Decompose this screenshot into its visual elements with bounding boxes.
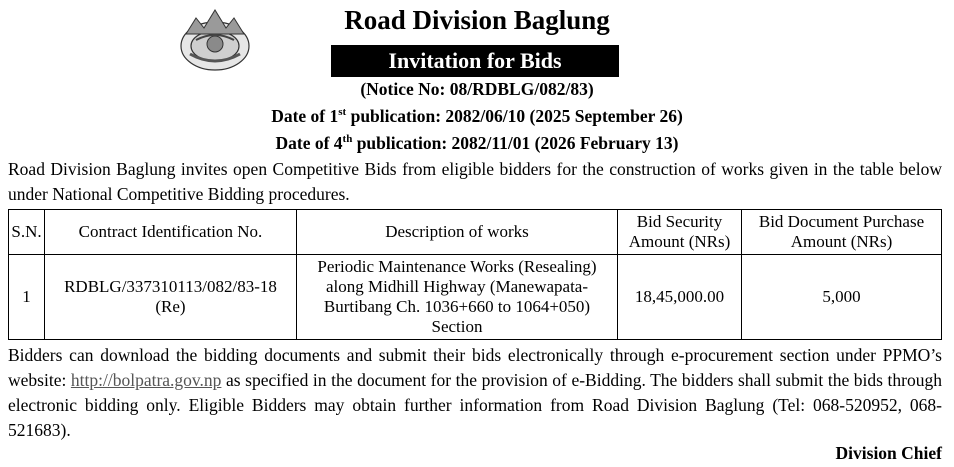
intro-paragraph: Road Division Baglung invites open Competitive Bids from eligible bidders for the construction of works given in the table below under National Competitive Bidding procedures. [8, 159, 942, 204]
notice-number: (Notice No: 08/RDBLG/082/83) [360, 79, 594, 99]
bolpatra-link[interactable]: http://bolpatra.gov.np [70, 370, 222, 390]
cell-description: Periodic Maintenance Works (Resealing) along Midhill Highway (Manewapata-Burtibang Ch. 1036+660 to 1064+050) Section [297, 255, 618, 340]
header-contract-id: Contract Identification No. [45, 210, 297, 255]
header-bid-security: Bid Security Amount (NRs) [618, 210, 742, 255]
cell-sn: 1 [9, 255, 45, 340]
organization-title: Road Division Baglung [344, 5, 610, 35]
signature-title: Division Chief [835, 443, 942, 463]
submission-paragraph: Bidders can download the bidding documents and submit their bids electronically through e-procurement section under PPMO’s website: http://bolpatra.gov.np as specified in the document for the provision of e-Bidding. The bidders shall submit the bids through electronic bidding only. Eligible Bidders may obtain further information from Road Division Baglung (Tel: 068-520952, 068-521683). [8, 345, 942, 440]
header-document-amount: Bid Document Purchase Amount (NRs) [742, 210, 942, 255]
header-description: Description of works [297, 210, 618, 255]
table-row [9, 255, 942, 340]
bids-table [8, 209, 942, 340]
cell-document-amount: 5,000 [742, 255, 942, 340]
cell-bid-security: 18,45,000.00 [618, 255, 742, 340]
invitation-banner: Invitation for Bids [331, 45, 619, 77]
header-sn: S.N. [9, 210, 45, 255]
table-header-row [9, 210, 942, 255]
cell-contract-id: RDBLG/337310113/082/83-18 (Re) [45, 255, 297, 340]
first-publication-date: Date of 1st publication: 2082/06/10 (2025 September 26) [271, 106, 683, 126]
fourth-publication-date: Date of 4th publication: 2082/11/01 (2026 February 13) [275, 133, 679, 153]
